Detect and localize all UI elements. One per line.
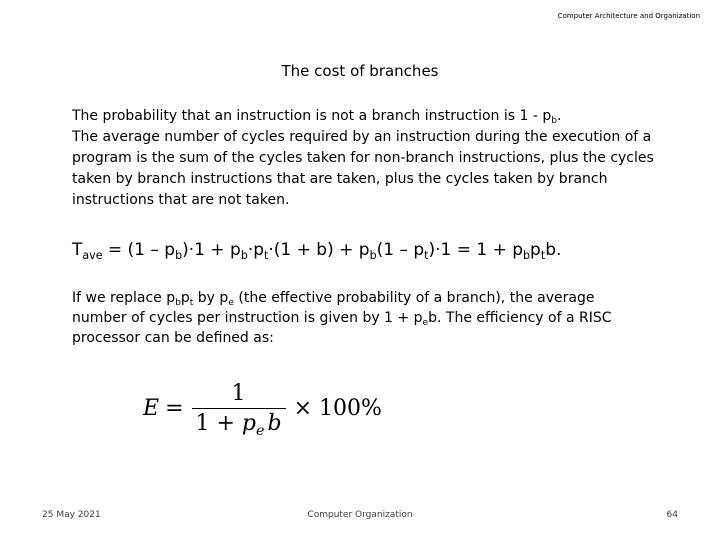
formula-sub: b xyxy=(240,248,248,262)
fraction-numerator: 1 xyxy=(231,380,246,406)
p1-sub: b xyxy=(551,116,558,127)
p1-rest: The average number of cycles required by an instruction during the execution of a program is the sum of the cycles taken for non-branch instructions, plus the cycles taken by branch instructions that are taken, plus the cycles taken by branch instructions that are not taken. xyxy=(72,129,654,208)
formula-sub: t xyxy=(264,248,269,262)
formula-sub: b xyxy=(523,248,531,262)
p2-sub: t xyxy=(189,298,194,309)
p2-text: by p xyxy=(193,290,229,306)
times-percent: × 100% xyxy=(293,395,382,421)
p2-text: p xyxy=(180,290,190,306)
p2-text: If we replace p xyxy=(72,290,176,306)
fraction-denominator xyxy=(192,410,286,439)
fraction-bar xyxy=(192,408,286,409)
p2-text: b. The efficiency of a RISC processor can be defined as: xyxy=(72,310,612,346)
slide-title: The cost of branches xyxy=(281,62,439,80)
formula-part: b. xyxy=(545,240,562,260)
den-var: p xyxy=(241,410,257,436)
formula-sub: b xyxy=(175,248,183,262)
p2-sub: b xyxy=(175,298,181,309)
formula-part: ·p xyxy=(247,240,265,260)
formula-part: T xyxy=(72,240,83,260)
formula-sub: t xyxy=(540,248,546,262)
page-number: 64 xyxy=(666,510,678,520)
formula-part: ·(1 + b) + p xyxy=(268,240,370,260)
header-course-label: Computer Architecture and Organization xyxy=(557,12,700,20)
p2-sub: e xyxy=(228,298,234,309)
formula-part: p xyxy=(530,240,541,260)
den-text: 1 + xyxy=(195,410,242,436)
formula-part: (1 – p xyxy=(376,240,425,260)
equals-sign: = xyxy=(165,395,184,421)
paragraph-2 xyxy=(72,288,642,348)
formula-sub: b xyxy=(369,248,377,262)
p1-text: The probability that an instruction is not a branch instruction is 1 - p xyxy=(72,108,552,124)
formula-part: )·1 + p xyxy=(182,240,241,260)
p2-sub: e xyxy=(422,318,429,329)
fraction xyxy=(192,380,286,439)
formula-part: = (1 – p xyxy=(102,240,176,260)
p2-text: (the effective probability of a branch), the average number of cycles per instruction is given by 1 + p xyxy=(72,290,595,326)
paragraph-1 xyxy=(72,106,672,211)
footer-date: 25 May 2021 xyxy=(42,510,101,520)
p1-period: . xyxy=(557,108,562,124)
tave-formula xyxy=(72,240,692,260)
formula-sub: t xyxy=(424,248,429,262)
formula-part: )·1 = 1 + p xyxy=(428,240,524,260)
formula-sub: ave xyxy=(82,248,103,262)
den-var: b xyxy=(267,410,282,436)
efficiency-equation xyxy=(143,373,382,443)
equation-lhs: E xyxy=(143,395,160,421)
footer-course: Computer Organization xyxy=(307,510,413,520)
den-sub: e xyxy=(256,422,265,439)
